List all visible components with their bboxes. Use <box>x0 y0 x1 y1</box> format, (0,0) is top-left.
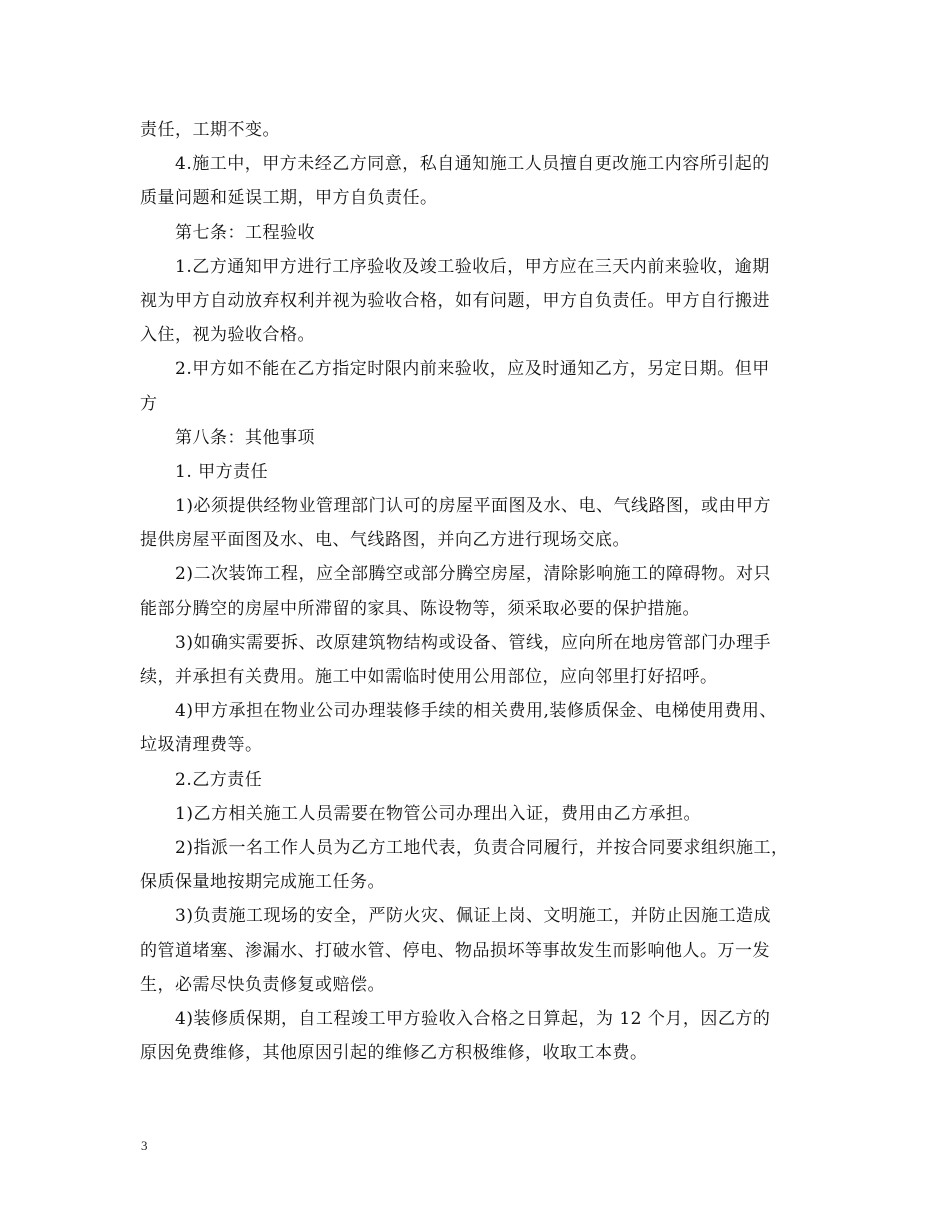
text-line: 续，并承担有关费用。施工中如需临时使用公用部位，应向邻里打好招呼。 <box>140 667 718 687</box>
text-line: 2)指派一名工作人员为乙方工地代表，负责合同履行，并按合同要求组织施工， <box>175 837 789 858</box>
text-line: 第七条：工程验收 <box>175 222 315 243</box>
text-line: 2.乙方责任 <box>175 769 263 790</box>
text-line: 生，必需尽快负责修复或赔偿。 <box>140 974 385 995</box>
text-line: 入住，视为验收合格。 <box>140 325 315 346</box>
document-body <box>140 113 820 1070</box>
text-line: 质量问题和延误工期，甲方自负责任。 <box>140 188 438 209</box>
text-line: 方 <box>140 393 158 414</box>
text-line: 责任，工期不变。 <box>140 120 280 140</box>
text-line: 4.施工中，甲方未经乙方同意，私自通知施工人员擅自更改施工内容所引起的 <box>175 154 770 175</box>
text-line: 1. 甲方责任 <box>175 461 269 482</box>
text-line: 4)甲方承担在物业公司办理装修手续的相关费用,装修质保金、电梯使用费用、 <box>175 701 777 722</box>
text-line: 原因免费维修，其他原因引起的维修乙方积极维修，收取工本费。 <box>140 1043 648 1064</box>
text-line: 1)乙方相关施工人员需要在物管公司办理出入证，费用由乙方承担。 <box>175 803 701 824</box>
page-number: 3 <box>141 1138 148 1153</box>
text-line: 3)负责施工现场的安全，严防火灾、佩证上岗、文明施工，并防止因施工造成 <box>175 906 771 927</box>
text-line: 能部分腾空的房屋中所滞留的家具、陈设物等，须采取必要的保护措施。 <box>140 598 700 619</box>
text-line: 的管道堵塞、渗漏水、打破水管、停电、物品损坏等事故发生而影响他人。万一发 <box>140 940 770 961</box>
text-line: 视为甲方自动放弃权利并视为验收合格，如有问题，甲方自负责任。甲方自行搬进 <box>140 290 770 311</box>
text-line: 垃圾清理费等。 <box>140 735 263 756</box>
text-line: 4)装修质保期，自工程竣工甲方验收入合格之日算起，为 12 个月，因乙方的 <box>175 1008 771 1029</box>
text-line: 1)必须提供经物业管理部门认可的房屋平面图及水、电、气线路图，或由甲方 <box>175 496 771 517</box>
text-line: 2)二次装饰工程，应全部腾空或部分腾空房屋，清除影响施工的障碍物。对只 <box>175 564 771 585</box>
text-line: 第八条：其他事项 <box>175 427 315 448</box>
text-line: 保质保量地按期完成施工任务。 <box>140 872 385 893</box>
text-line: 3)如确实需要拆、改原建筑物结构或设备、管线，应向所在地房管部门办理手 <box>175 632 771 653</box>
text-line: 提供房屋平面图及水、电、气线路图，并向乙方进行现场交底。 <box>140 530 630 551</box>
text-line: 2.甲方如不能在乙方指定时限内前来验收，应及时通知乙方，另定日期。但甲 <box>175 359 770 380</box>
text-line: 1.乙方通知甲方进行工序验收及竣工验收后，甲方应在三天内前来验收，逾期 <box>175 256 770 277</box>
